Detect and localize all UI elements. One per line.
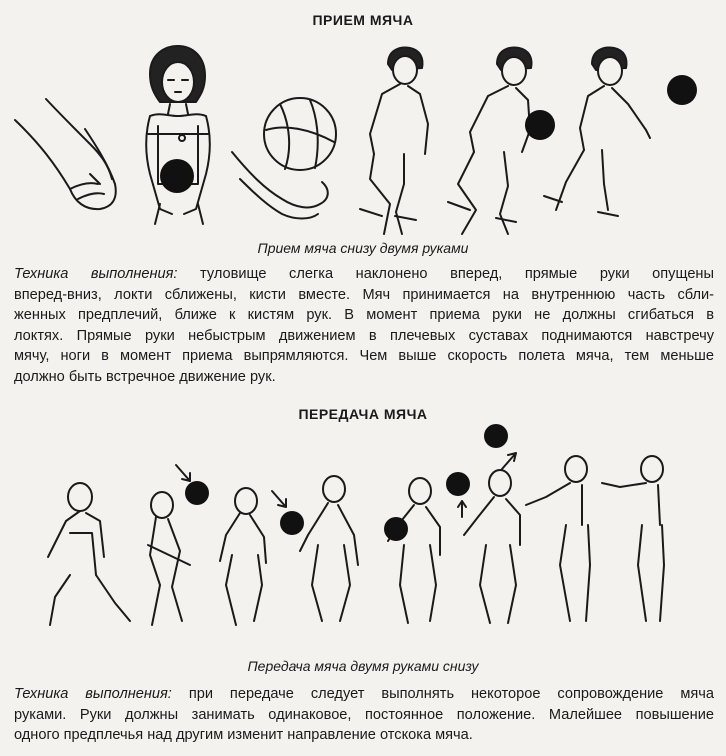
pass-figure-6 xyxy=(464,470,520,623)
pass-illustration xyxy=(0,425,726,650)
arrow-4 xyxy=(502,453,516,469)
pass-ball-4 xyxy=(446,472,470,496)
pass-ball-1 xyxy=(185,481,209,505)
pass-figure-8 xyxy=(602,456,664,621)
pass-line-1: при передаче следует выполнять некоторое сопровождение мяча xyxy=(188,686,715,702)
technique-paragraph-reception xyxy=(14,264,714,387)
pass-ball-2 xyxy=(280,511,304,535)
hands-closeup-left xyxy=(15,99,116,209)
boy-figure-2 xyxy=(448,48,532,234)
pass-figure-3 xyxy=(220,488,266,625)
ball-1 xyxy=(160,159,194,193)
arrow-3 xyxy=(458,501,466,517)
technique-label-pass: Техника выполнения: xyxy=(14,686,172,702)
reception-line-2: вперед-вниз, локти сближены, кисти вместе. Мяч принимается на внутреннюю часть сбли- xyxy=(14,286,714,303)
section-title-pass: ПЕРЕДАЧА МЯЧА xyxy=(298,406,428,422)
caption-pass: Передача мяча двумя руками снизу xyxy=(247,658,479,674)
arrow-1 xyxy=(176,465,190,481)
ball-2 xyxy=(525,110,555,140)
reception-line-6: должно быть встречное движение рук. xyxy=(14,368,276,385)
pass-figure-1 xyxy=(48,483,130,625)
pass-ball-5 xyxy=(484,424,508,448)
pass-figure-4 xyxy=(300,476,358,621)
pass-figure-5 xyxy=(388,478,440,623)
section-title-reception: ПРИЕМ МЯЧА xyxy=(312,12,414,28)
reception-line-5: мячу, ноги в момент приема выпрямляются. Чем выше скорость полета мяча, тем меньше xyxy=(14,348,714,364)
arrow-2 xyxy=(272,491,286,507)
ball-3 xyxy=(667,75,697,105)
boy-figure-1 xyxy=(360,48,428,234)
girl-front-figure xyxy=(146,46,210,224)
boy-figure-3 xyxy=(544,48,650,216)
pass-ball-3 xyxy=(384,517,408,541)
caption-reception: Прием мяча снизу двумя руками xyxy=(257,240,469,256)
technique-label: Техника выполнения: xyxy=(14,266,178,282)
pass-line-3: одного предплечья над другим изменит направление отскока мяча. xyxy=(14,727,473,743)
pass-figure-7 xyxy=(526,456,590,621)
reception-line-4: локтях. Прямые руки небыстрым движением в плечевых суставах поднимаются навстречу xyxy=(14,327,714,344)
reception-line-3: женных предплечий, ближе к кистям рук. В момент приема руки не должны сгибаться в xyxy=(14,307,714,323)
hands-with-volleyball xyxy=(232,98,336,219)
technique-paragraph-pass xyxy=(14,684,714,746)
reception-line-1: туловище слегка наклонено вперед, прямые руки опущены xyxy=(200,266,714,282)
pass-figure-2 xyxy=(148,492,190,625)
pass-line-2: руками. Руки должны занимать одинаковое, постоянное положение. Малейшее повышение xyxy=(14,706,714,723)
reception-illustration xyxy=(0,34,726,266)
